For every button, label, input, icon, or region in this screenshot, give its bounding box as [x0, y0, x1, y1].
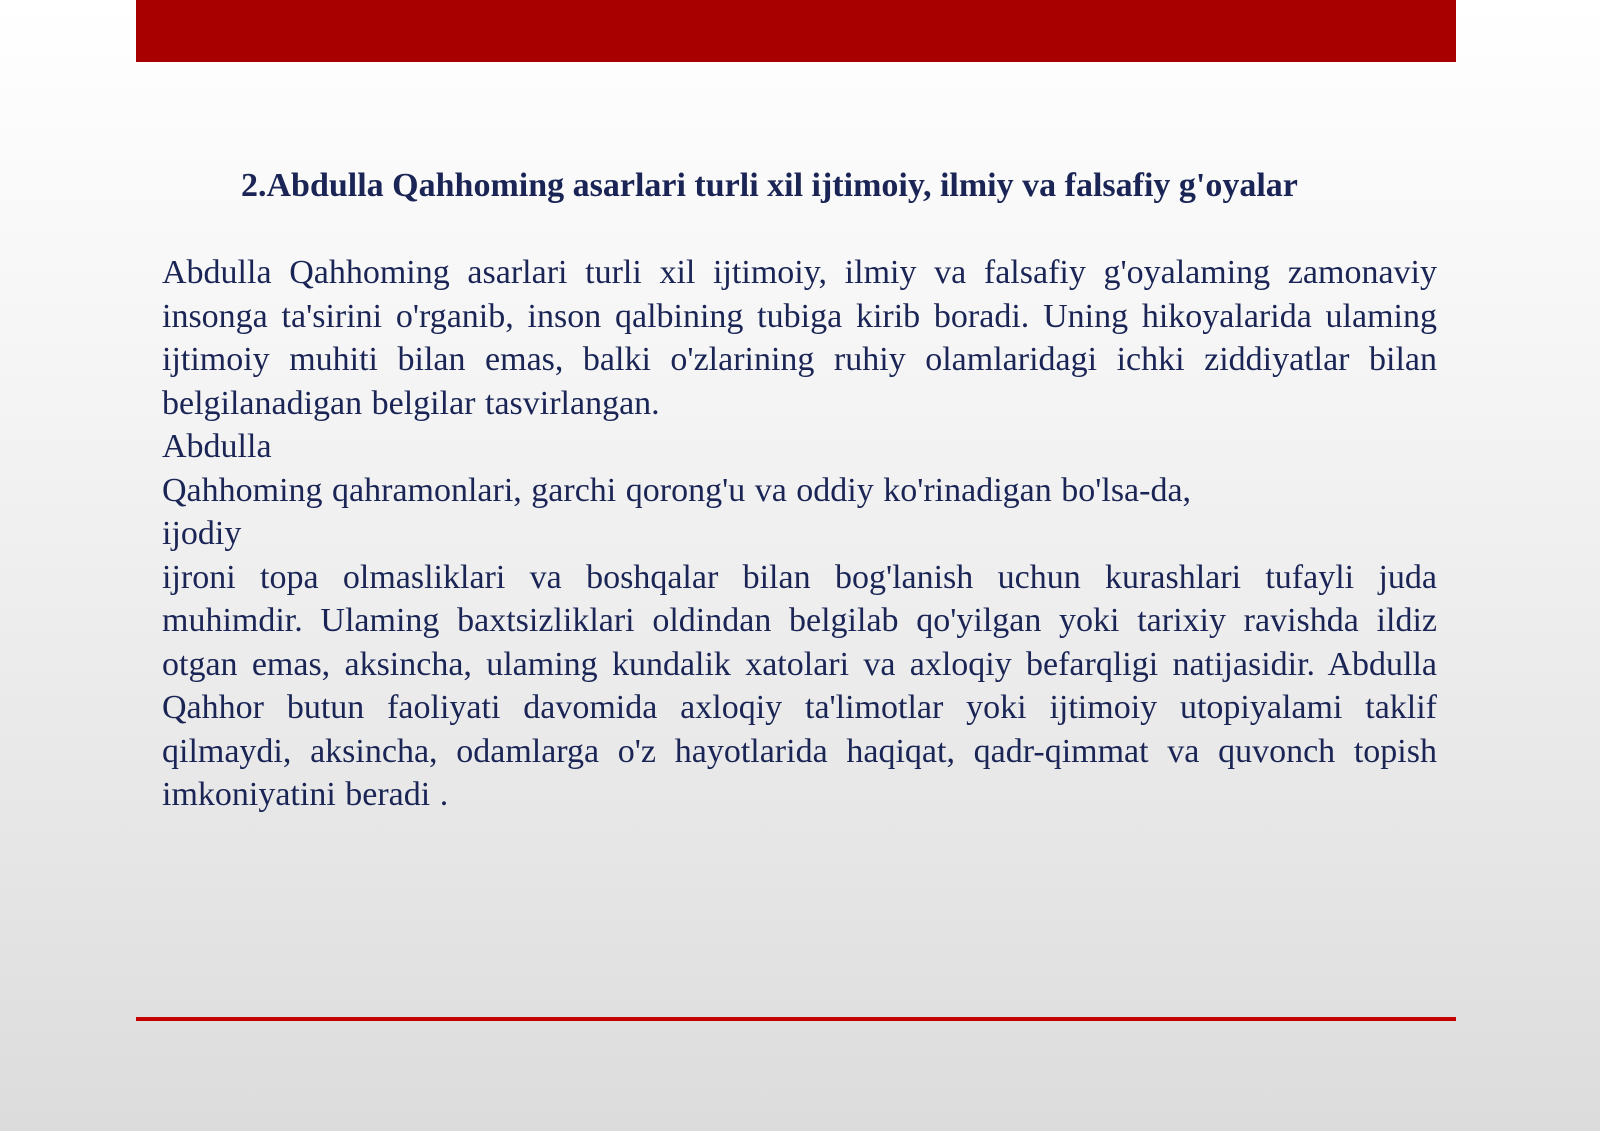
- body-line-qahramonlari: Qahhoming qahramonlari, garchi qorong'u va oddiy ko'rinadigan bo'lsa-da,: [162, 471, 1192, 509]
- slide-heading: 2.Abdulla Qahhoming asarlari turli xil ijtimoiy, ilmiy va falsafiy g'oyalar: [241, 167, 1298, 204]
- bottom-divider-line: [136, 1017, 1456, 1021]
- body-paragraph-2: ijroni topa olmasliklari va boshqalar bilan bog'lanish uchun kurashlari tufayli juda muhimdir. Ulaming baxtsizliklari oldindan belgilab qo'yilgan yoki tarixiy ravishda ildiz otgan emas, aksincha, ulaming kundalik xatolari va axloqiy befarqligi natijasidir. Abdulla Qahhor butun faoliyati davomida axloqiy ta'limotlar yoki ijtimoiy utopiyalami taklif qilmaydi, aksincha, odamlarga o'z hayotlarida haqiqat, qadr-qimmat va quvonch topish imkoniyatini beradi .: [162, 558, 1437, 813]
- body-line-abdulla: Abdulla: [162, 428, 272, 465]
- body-paragraph-1: Abdulla Qahhoming asarlari turli xil ijtimoiy, ilmiy va falsafiy g'oyalaming zamonaviy insonga ta'sirini o'rganib, inson qalbining tubiga kirib boradi. Uning hikoyalarida ulaming ijtimoiy muhiti bilan emas, balki o'zlarining ruhiy olamlaridagi ichki ziddiyatlar bilan belgilanadigan belgilar tasvirlangan.: [162, 254, 1437, 422]
- top-accent-bar: [136, 0, 1456, 62]
- slide-body: [162, 251, 1437, 817]
- body-line-ijodiy: ijodiy: [162, 515, 242, 552]
